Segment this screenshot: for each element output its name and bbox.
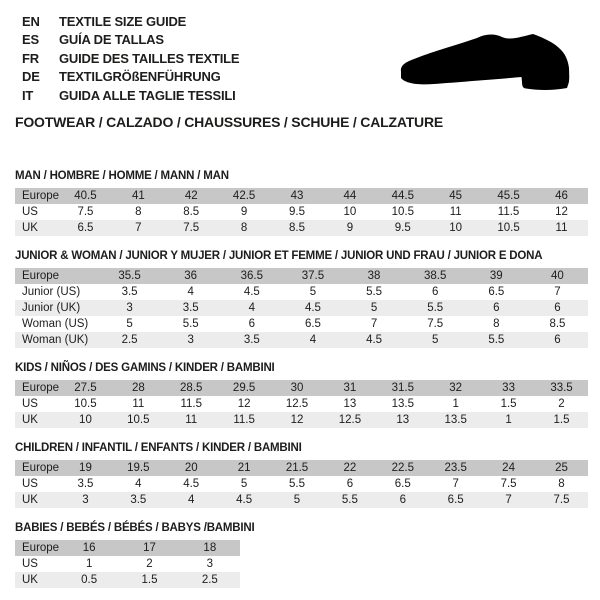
size-cell: 12 (555, 205, 568, 218)
size-cell: 7.5 (500, 477, 517, 490)
size-cell: 2 (146, 557, 153, 570)
table-row (15, 460, 588, 476)
row-label: US (22, 477, 38, 490)
size-cell: 11.5 (497, 205, 520, 218)
size-cell: 42.5 (232, 189, 256, 202)
size-cell: 5.5 (341, 493, 358, 506)
language-label: GUIDA ALLE TAGLIE TESSILI (59, 87, 236, 103)
size-cell: 45 (449, 189, 463, 202)
size-cell: 28 (131, 381, 145, 394)
size-cell: 12 (237, 397, 251, 410)
size-cell: 29.5 (232, 381, 256, 394)
size-cell: 6 (554, 301, 561, 314)
row-label: UK (22, 221, 38, 234)
size-cell: 4.5 (236, 493, 253, 506)
size-table (15, 460, 588, 508)
size-cell: 40.5 (74, 189, 97, 202)
size-cell: 4.5 (304, 301, 321, 314)
table-row (15, 204, 588, 220)
size-cell: 1.5 (141, 573, 158, 586)
size-cell: 5.5 (427, 301, 444, 314)
size-cell: 11.5 (233, 413, 255, 426)
language-label: GUÍA DE TALLAS (59, 32, 164, 48)
section-title: CHILDREN / INFANTIL / ENFANTS / KINDER / BAMBINI (15, 441, 302, 454)
size-cell: 8.5 (549, 317, 566, 330)
language-code: DE (22, 69, 40, 85)
table-row (15, 396, 588, 412)
size-cell: 6.5 (447, 493, 464, 506)
size-table (15, 188, 588, 236)
size-cell: 22.5 (391, 461, 414, 474)
size-cell: 6 (248, 317, 256, 330)
size-cell: 10.5 (497, 221, 520, 234)
size-cell: 38 (367, 269, 381, 282)
size-cell: 3 (126, 301, 133, 314)
size-cell: 3.5 (182, 301, 199, 314)
size-cell: 5.5 (289, 477, 305, 490)
size-cell: 9 (240, 205, 248, 218)
size-cell: 39 (489, 269, 503, 282)
size-cell: 36.5 (240, 269, 263, 282)
row-label: Europe (22, 541, 59, 554)
language-label: TEXTILGRÖßENFÜHRUNG (59, 69, 221, 85)
size-cell: 4.5 (366, 333, 383, 346)
size-cell: 9 (346, 221, 354, 234)
size-cell: 42 (184, 189, 198, 202)
table-row (15, 412, 588, 428)
size-cell: 11 (449, 205, 462, 218)
size-cell: 7.5 (553, 493, 570, 506)
size-cell: 3 (82, 493, 89, 506)
size-cell: 45.5 (497, 189, 520, 202)
size-cell: 5 (240, 477, 248, 490)
size-cell: 3 (187, 333, 194, 346)
size-cell: 44.5 (391, 189, 414, 202)
size-cell: 30 (290, 381, 304, 394)
size-cell: 11.5 (180, 397, 202, 410)
language-code: ES (22, 32, 39, 48)
size-cell: 23.5 (444, 461, 467, 474)
size-cell: 13.5 (391, 397, 414, 410)
section-title: KIDS / NIÑOS / DES GAMINS / KINDER / BAMBINI (15, 361, 275, 374)
language-code: IT (22, 87, 34, 103)
row-label: Europe (22, 461, 59, 474)
size-cell: 6 (493, 301, 500, 314)
size-cell: 13 (396, 413, 410, 426)
size-cell: 5 (293, 493, 301, 506)
language-label: GUIDE DES TAILLES TEXTILE (59, 50, 240, 66)
row-label: US (22, 397, 38, 410)
size-cell: 2.5 (201, 573, 218, 586)
size-cell: 35.5 (118, 269, 141, 282)
size-cell: 12.5 (338, 413, 362, 426)
size-cell: 6 (431, 285, 439, 298)
section-title: MAN / HOMBRE / HOMME / MANN / MAN (15, 169, 229, 182)
size-section-2 (15, 362, 600, 428)
size-cell: 1 (85, 557, 93, 570)
size-cell: 4 (188, 493, 195, 506)
size-cell: 21 (237, 461, 251, 474)
size-cell: 12.5 (285, 397, 309, 410)
size-cell: 7.5 (427, 317, 444, 330)
size-cell: 11 (132, 397, 145, 410)
size-cell: 6.5 (77, 221, 94, 234)
size-cell: 5.5 (366, 285, 383, 298)
size-cell: 7 (505, 493, 512, 506)
size-cell: 7.5 (183, 221, 200, 234)
size-cell: 4 (248, 301, 256, 314)
size-cell: 7 (135, 221, 142, 234)
language-code: EN (22, 13, 40, 29)
size-cell: 4.5 (243, 285, 260, 298)
table-row (15, 540, 240, 556)
size-table (15, 540, 240, 588)
size-cell: 8.5 (183, 205, 200, 218)
row-label: UK (22, 573, 38, 586)
size-cell: 11 (185, 413, 198, 426)
table-row (15, 332, 588, 348)
size-cell: 37.5 (301, 269, 325, 282)
table-row (15, 572, 240, 588)
size-cell: 19.5 (127, 461, 150, 474)
shoe-icon (399, 32, 577, 94)
size-cell: 40 (551, 269, 564, 282)
size-cell: 10 (79, 413, 92, 426)
size-cell: 5 (126, 317, 133, 330)
size-cell: 10 (449, 221, 463, 234)
size-cell: 1.5 (553, 413, 570, 426)
section-title: JUNIOR & WOMAN / JUNIOR Y MUJER / JUNIOR ET FEMME / JUNIOR UND FRAU / JUNIOR E DONA (15, 249, 543, 262)
size-cell: 11 (555, 221, 568, 234)
size-cell: 36 (184, 269, 198, 282)
table-row (15, 188, 588, 204)
size-cell: 4 (135, 477, 142, 490)
size-cell: 13 (343, 397, 357, 410)
row-label: UK (22, 413, 38, 426)
size-cell: 1 (505, 413, 512, 426)
size-cell: 5 (370, 301, 378, 314)
size-cell: 5.5 (182, 317, 199, 330)
size-cell: 38.5 (423, 269, 447, 282)
size-cell: 33.5 (550, 381, 573, 394)
table-row (15, 316, 588, 332)
size-cell: 21.5 (285, 461, 309, 474)
row-label: Europe (22, 381, 59, 394)
size-cell: 6 (399, 493, 406, 506)
row-label: US (22, 205, 38, 218)
size-cell: 41 (131, 189, 145, 202)
size-cell: 32 (449, 381, 463, 394)
size-cell: 8 (493, 317, 500, 330)
size-cell: 43 (290, 189, 304, 202)
table-row (15, 220, 588, 236)
size-cell: 8 (135, 205, 142, 218)
size-section-4 (15, 522, 600, 588)
table-row (15, 492, 588, 508)
size-cell: 33 (502, 381, 515, 394)
size-cell: 25 (555, 461, 568, 474)
language-label: TEXTILE SIZE GUIDE (59, 13, 187, 29)
size-cell: 1.5 (500, 397, 517, 410)
size-cell: 9.5 (289, 205, 305, 218)
size-cell: 5 (309, 285, 317, 298)
size-section-1 (15, 250, 600, 348)
row-label: Europe (22, 189, 59, 202)
size-cell: 10 (343, 205, 357, 218)
size-cell: 0.5 (81, 573, 98, 586)
row-label: Junior (US) (22, 285, 81, 298)
size-cell: 10.5 (127, 413, 150, 426)
size-cell: 6 (346, 477, 354, 490)
size-cell: 13.5 (444, 413, 467, 426)
size-cell: 5 (431, 333, 439, 346)
size-cell: 20 (184, 461, 198, 474)
size-cell: 6.5 (488, 285, 505, 298)
table-row (15, 556, 240, 572)
size-cell: 7 (452, 477, 459, 490)
size-cell: 8.5 (289, 221, 305, 234)
table-row (15, 268, 588, 284)
table-row (15, 380, 588, 396)
size-cell: 7 (554, 285, 561, 298)
size-cell: 24 (502, 461, 515, 474)
size-cell: 17 (143, 541, 156, 554)
section-title: BABIES / BEBÉS / BÉBÉS / BABYS /BAMBINI (15, 521, 255, 534)
size-cell: 16 (82, 541, 96, 554)
header (0, 0, 600, 130)
size-cell: 31 (343, 381, 357, 394)
size-cell: 3 (206, 557, 214, 570)
size-cell: 4.5 (183, 477, 200, 490)
size-cell: 6.5 (394, 477, 411, 490)
size-cell: 44 (343, 189, 357, 202)
size-cell: 19 (79, 461, 92, 474)
size-section-0 (15, 170, 600, 236)
size-cell: 27.5 (74, 381, 97, 394)
row-label: UK (22, 493, 38, 506)
size-cell: 5.5 (488, 333, 505, 346)
language-code: FR (22, 50, 39, 66)
category-title: FOOTWEAR / CALZADO / CHAUSSURES / SCHUHE / CALZATURE (15, 113, 444, 130)
size-cell: 46 (555, 189, 568, 202)
size-cell: 6.5 (304, 317, 321, 330)
size-cell: 9.5 (394, 221, 411, 234)
size-cell: 18 (203, 541, 217, 554)
row-label: Junior (UK) (22, 301, 81, 314)
size-cell: 1 (452, 397, 459, 410)
size-cell: 12 (290, 413, 304, 426)
size-cell: 22 (343, 461, 357, 474)
size-section-3 (15, 442, 600, 508)
language-row-en (22, 12, 600, 31)
size-cell: 7 (370, 317, 378, 330)
size-tables (15, 170, 600, 588)
size-cell: 3.5 (121, 285, 138, 298)
table-row (15, 300, 588, 316)
size-cell: 3.5 (77, 477, 94, 490)
size-cell: 2.5 (121, 333, 138, 346)
size-cell: 10.5 (391, 205, 414, 218)
size-cell: 10.5 (74, 397, 97, 410)
row-label: Europe (22, 269, 60, 282)
size-cell: 2 (558, 397, 565, 410)
table-row (15, 476, 588, 492)
size-table (15, 268, 588, 348)
size-cell: 28.5 (180, 381, 203, 394)
row-label: Woman (UK) (22, 333, 89, 346)
size-cell: 3.5 (243, 333, 260, 346)
size-cell: 4 (187, 285, 194, 298)
size-cell: 7.5 (77, 205, 94, 218)
size-table (15, 380, 588, 428)
size-cell: 31.5 (391, 381, 414, 394)
size-cell: 8 (240, 221, 248, 234)
size-cell: 3.5 (130, 493, 147, 506)
table-row (15, 284, 588, 300)
size-cell: 8 (558, 477, 565, 490)
row-label: US (22, 557, 38, 570)
size-cell: 6 (554, 333, 561, 346)
row-label: Woman (US) (22, 317, 89, 330)
size-cell: 4 (309, 333, 317, 346)
